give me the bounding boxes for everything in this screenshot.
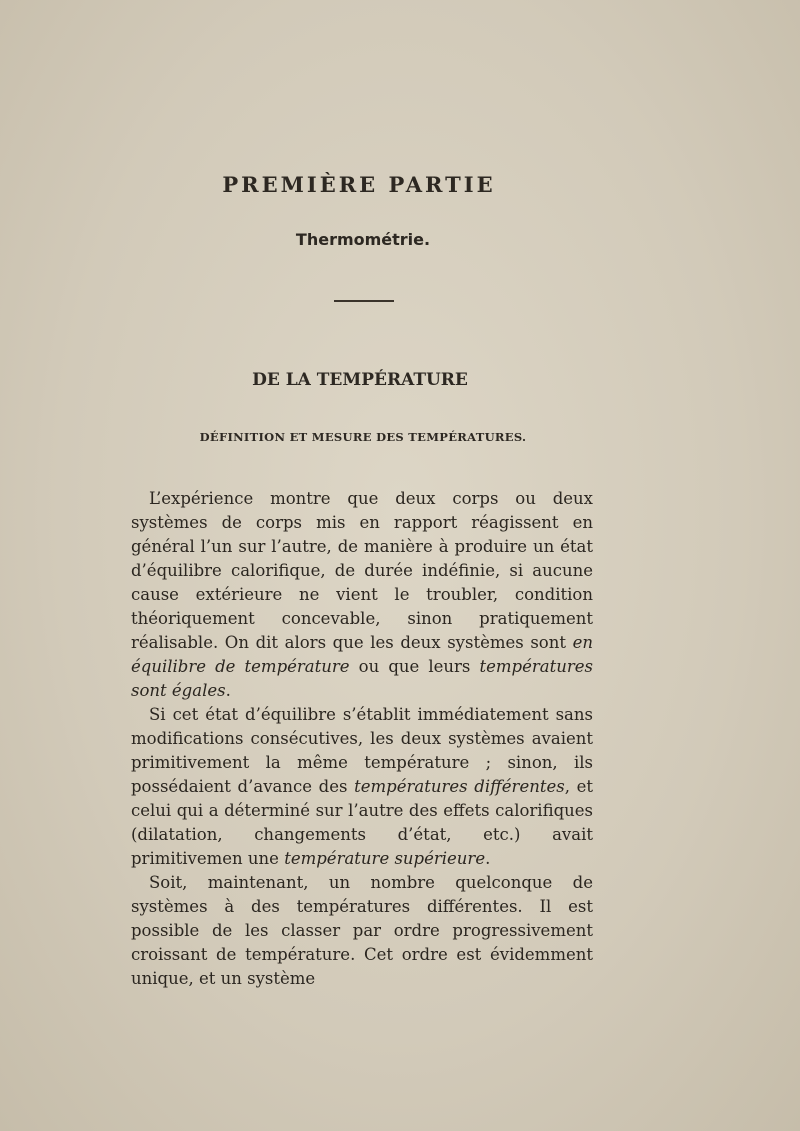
body-text [131, 487, 593, 991]
paragraph-2-emphasis-b: température supérieure [284, 849, 486, 868]
paragraph-1-emphasis-b: températures sont égales [131, 657, 593, 700]
paragraph-2-text-b: , et celui qui a déterminé sur l’autre des effets calorifiques (dilatation, changements d’état, etc.) avait primitivemen une [131, 777, 594, 868]
section-title: DE LA TEMPÉRATURE [252, 370, 468, 390]
paragraph-1-text-c: . [225, 681, 231, 700]
part-subject: Thermométrie. [295, 230, 431, 249]
paragraph-2-text-c: . [485, 849, 491, 868]
paragraph-3 [131, 871, 593, 991]
paragraph-1 [131, 487, 593, 703]
part-title: PREMIÈRE PARTIE [222, 172, 496, 197]
paragraph-3-text-a: Soit, maintenant, un nombre quelconque de systèmes à des températures différentes. Il est possible de les classer par ordre progressivement croissant de température. Cet ordre est évidemment unique, et un système [131, 873, 593, 988]
paragraph-1-text-a: L’expérience montre que deux corps ou deux systèmes de corps mis en rapport réagissent en général l’un sur l’autre, de manière à produire un état d’équilibre calorifique, de durée indéfinie, si aucune cause extérieure ne vient le troubler, condition théoriquement concevable, sinon pratiquement réalisable. On dit alors que les deux systèmes sont [131, 489, 593, 652]
paragraph-1-text-b: ou que leurs [349, 657, 480, 676]
section-subtitle: DÉFINITION ET MESURE DES TEMPÉRATURES. [199, 430, 527, 444]
divider-rule [334, 300, 394, 302]
paragraph-2 [131, 703, 593, 871]
paragraph-1-emphasis-a: en équilibre de température [131, 633, 593, 676]
paragraph-2-emphasis-a: températures différentes [354, 777, 565, 796]
paragraph-2-text-a: Si cet état d’équilibre s’établit immédiatement sans modifications consécutives, les deux systèmes avaient primitivement la même température ; sinon, ils possédaient d’avance des [131, 705, 593, 796]
